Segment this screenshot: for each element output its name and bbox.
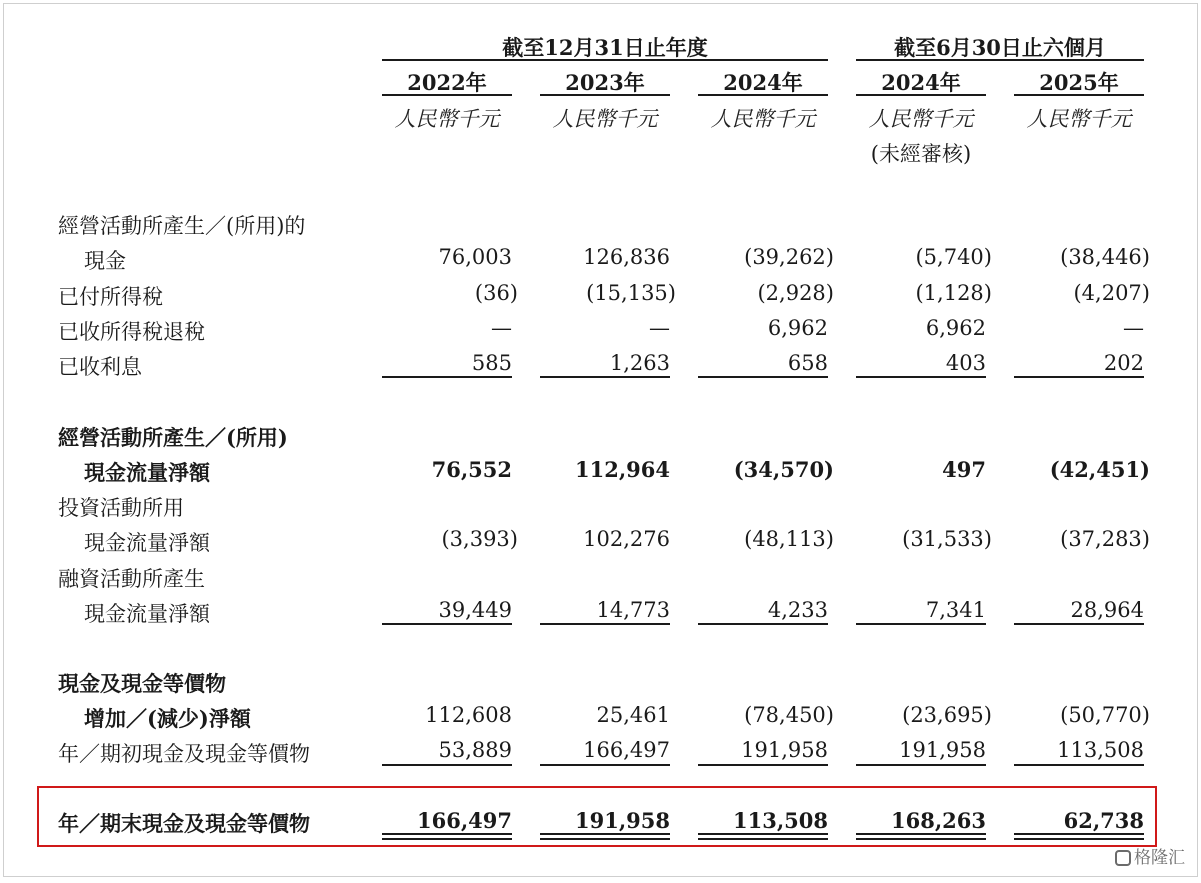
cell-opening-1: 53,889: [438, 738, 512, 762]
cell-interest-4: 403: [945, 351, 986, 375]
cell-op-cash-4: (5,740): [915, 245, 992, 269]
year-header-1: 2022年: [407, 70, 487, 95]
cell-op-cash-5: (38,446): [1060, 245, 1150, 269]
year-rule-3: [698, 94, 828, 96]
row-label-finance-line1: 融資活動所產生: [58, 567, 205, 591]
unaudited-note: (未經審核): [870, 142, 972, 166]
unit-label-3: 人民幣千元: [710, 107, 816, 131]
cell-interest-1: 585: [471, 351, 512, 375]
subtotal-rule-10: [1014, 623, 1144, 625]
cell-tax-paid-5: (4,207): [1073, 281, 1150, 305]
subtotal-rule-3: [698, 376, 828, 378]
year-header-2: 2023年: [565, 70, 645, 95]
row-label-tax-paid: 已付所得稅: [58, 285, 163, 309]
cell-net-change-4: (23,695): [902, 703, 992, 727]
subtotal-rule-2: [540, 376, 670, 378]
year-header-5: 2025年: [1039, 70, 1119, 95]
cell-closing-2: 191,958: [575, 808, 670, 833]
cell-closing-5: 62,738: [1063, 808, 1144, 833]
group-rule-full-year: [382, 59, 828, 61]
cell-net-op-2: 112,964: [575, 457, 670, 482]
row-label-op-cash-line1: 經營活動所產生／(所用)的: [58, 214, 306, 238]
cell-net-op-5: (42,451): [1049, 457, 1150, 482]
watermark: [1115, 843, 1185, 868]
subtotal-rule-6: [382, 623, 512, 625]
cell-op-cash-3: (39,262): [744, 245, 834, 269]
cell-finance-4: 7,341: [925, 598, 986, 622]
cell-finance-3: 4,233: [767, 598, 828, 622]
cell-tax-paid-4: (1,128): [915, 281, 992, 305]
cell-tax-refund-2: —: [649, 316, 670, 340]
cell-interest-3: 658: [787, 351, 828, 375]
subtotal-rule-8: [698, 623, 828, 625]
cell-op-cash-2: 126,836: [583, 245, 670, 269]
cell-op-cash-1: 76,003: [438, 245, 512, 269]
row-label-net-change-line2: 增加／(減少)淨額: [84, 706, 251, 731]
cell-opening-4: 191,958: [899, 738, 986, 762]
subtotal-rule-14: [856, 764, 986, 766]
cell-opening-5: 113,508: [1057, 738, 1144, 762]
double-rule-1: [382, 833, 512, 840]
group-header-half-year: 截至6月30日止六個月: [894, 35, 1106, 60]
cell-interest-5: 202: [1103, 351, 1144, 375]
cell-net-change-1: 112,608: [425, 703, 512, 727]
cell-closing-1: 166,497: [417, 808, 512, 833]
cell-tax-refund-4: 6,962: [925, 316, 986, 340]
cash-flow-table: [3, 3, 1198, 877]
cell-invest-4: (31,533): [902, 527, 992, 551]
subtotal-rule-1: [382, 376, 512, 378]
year-rule-2: [540, 94, 670, 96]
cell-closing-4: 168,263: [891, 808, 986, 833]
unit-label-1: 人民幣千元: [394, 107, 500, 131]
cell-tax-paid-1: (36): [474, 281, 518, 305]
cell-tax-refund-1: —: [491, 316, 512, 340]
cell-closing-3: 113,508: [733, 808, 828, 833]
subtotal-rule-9: [856, 623, 986, 625]
unit-label-5: 人民幣千元: [1026, 107, 1132, 131]
cell-invest-5: (37,283): [1060, 527, 1150, 551]
row-label-closing: 年／期末現金及現金等價物: [58, 811, 310, 836]
cell-opening-2: 166,497: [583, 738, 670, 762]
row-label-net-op-line1: 經營活動所產生／(所用): [58, 425, 288, 450]
row-label-invest-line2: 現金流量淨額: [84, 531, 210, 555]
cell-tax-paid-2: (15,135): [586, 281, 676, 305]
unit-label-4: 人民幣千元: [868, 107, 974, 131]
group-rule-half-year: [856, 59, 1144, 61]
row-label-net-op-line2: 現金流量淨額: [84, 460, 210, 485]
double-rule-3: [698, 833, 828, 840]
row-label-tax-refund: 已收所得稅退稅: [58, 320, 205, 344]
row-label-finance-line2: 現金流量淨額: [84, 602, 210, 626]
watermark-logo-icon: [1115, 850, 1131, 866]
subtotal-rule-7: [540, 623, 670, 625]
cell-finance-2: 14,773: [596, 598, 670, 622]
year-header-4: 2024年: [881, 70, 961, 95]
cell-invest-3: (48,113): [744, 527, 834, 551]
group-header-full-year: 截至12月31日止年度: [502, 35, 708, 60]
cell-net-op-3: (34,570): [733, 457, 834, 482]
subtotal-rule-11: [382, 764, 512, 766]
subtotal-rule-12: [540, 764, 670, 766]
watermark-text: 格隆汇: [1134, 848, 1185, 868]
cell-invest-1: (3,393): [441, 527, 518, 551]
cell-net-change-2: 25,461: [596, 703, 670, 727]
subtotal-rule-5: [1014, 376, 1144, 378]
year-rule-4: [856, 94, 986, 96]
cell-invest-2: 102,276: [583, 527, 670, 551]
row-label-opening: 年／期初現金及現金等價物: [58, 742, 310, 766]
cell-net-change-3: (78,450): [744, 703, 834, 727]
subtotal-rule-13: [698, 764, 828, 766]
cell-net-op-1: 76,552: [431, 457, 512, 482]
row-label-op-cash-line2: 現金: [84, 249, 126, 273]
cell-interest-2: 1,263: [609, 351, 670, 375]
cell-net-change-5: (50,770): [1060, 703, 1150, 727]
cell-net-op-4: 497: [942, 457, 986, 482]
cell-finance-1: 39,449: [438, 598, 512, 622]
unit-label-2: 人民幣千元: [552, 107, 658, 131]
cell-tax-refund-3: 6,962: [767, 316, 828, 340]
cell-opening-3: 191,958: [741, 738, 828, 762]
double-rule-4: [856, 833, 986, 840]
year-rule-1: [382, 94, 512, 96]
year-header-3: 2024年: [723, 70, 803, 95]
cell-tax-paid-3: (2,928): [757, 281, 834, 305]
row-label-interest: 已收利息: [58, 355, 142, 379]
double-rule-5: [1014, 833, 1144, 840]
double-rule-2: [540, 833, 670, 840]
row-label-invest-line1: 投資活動所用: [58, 496, 184, 520]
row-label-net-change-line1: 現金及現金等價物: [58, 671, 226, 696]
cell-finance-5: 28,964: [1070, 598, 1144, 622]
subtotal-rule-15: [1014, 764, 1144, 766]
year-rule-5: [1014, 94, 1144, 96]
cell-tax-refund-5: —: [1123, 316, 1144, 340]
subtotal-rule-4: [856, 376, 986, 378]
